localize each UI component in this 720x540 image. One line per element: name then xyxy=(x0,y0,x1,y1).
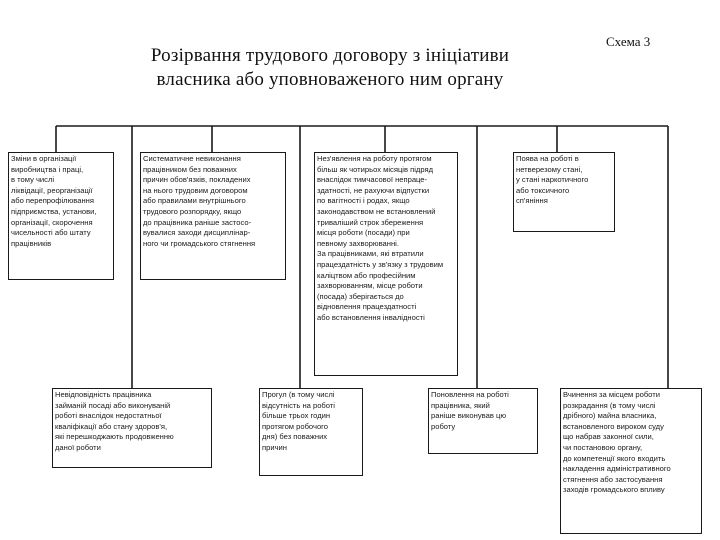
title-line-2: власника або уповноваженого ним органу xyxy=(156,69,504,90)
title-line-1: Розірвання трудового договору з ініціативи xyxy=(150,45,510,66)
scheme-label: Схема 3 xyxy=(606,34,651,49)
box-theft: Вчинення за місцем роботи розкрадання (в тому числі дрібного) майна власника, встановленого вироком суду що набрав законної сили, чи постановою органу, до компетенції якого входить накладення адміністративного стягнення або застосування заходів громадського впливу xyxy=(560,388,702,534)
box-reorganization: Зміни в організації виробництва і праці, в тому числі ліквідації, реорганізації або перепрофілювання підприємства, установи, організації, скорочення чисельності або штату працівників xyxy=(8,152,114,280)
box-unsuitability: Невідповідність працівника займаній посаді або виконуваній роботі внаслідок недостатньої кваліфікації або стану здоров'я, які перешкоджають продовженню даної роботи xyxy=(52,388,212,468)
box-reinstatement: Поновлення на роботі працівника, який раніше виконував цю роботу xyxy=(428,388,538,454)
box-systematic-violation: Систематичне невиконання працівником без поважних причин обов'язків, покладених на нього трудовим договором або правилами внутрішнього трудового розпорядку, якщо до працівника раніше застосо- вувалися заходи дисциплінар- ного чи громадського стягнення xyxy=(140,152,286,280)
box-intoxication: Поява на роботі в нетверезому стані, у стані наркотичного або токсичного сп'яніння xyxy=(513,152,615,232)
box-long-absence-illness: Нез'явлення на роботу протягом більш як чотирьох місяців підряд внаслідок тимчасової непраце- здатності, не рахуючи відпустки по вагітності і родах, якщо законодавством не встановлений триваліший строк збереження місця роботи (посади) при певному захворюванні. За працівниками, які втратили працездатність у зв'язку з трудовим каліцтвом або професійним захворюванням, місце роботи (посада) зберігається до відновлення працездатності або встановлення інвалідності xyxy=(314,152,458,376)
box-truancy: Прогул (в тому числі відсутність на роботі більше трьох годин протягом робочого дня) без поважних причин xyxy=(259,388,363,476)
